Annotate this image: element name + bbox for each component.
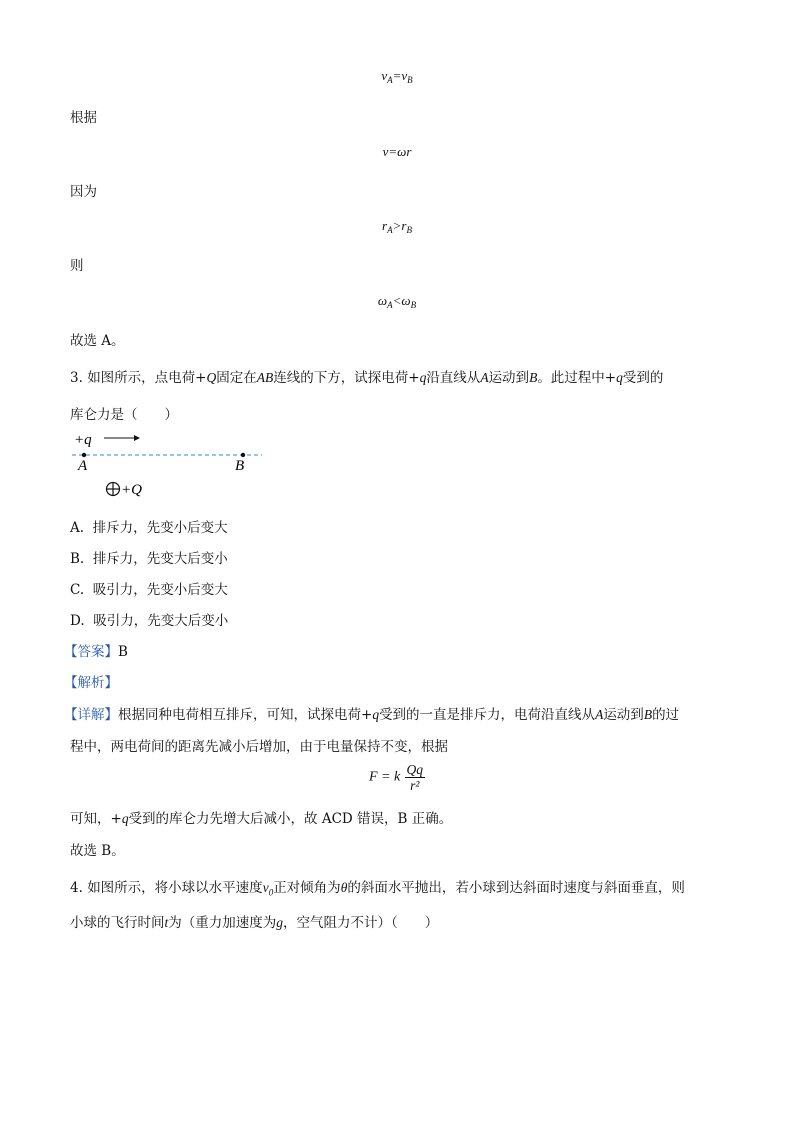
answer-value: B [118,644,128,660]
eq-symbol: ω [401,293,411,308]
conclusion-line [70,807,452,827]
label-A: A [78,458,88,474]
detail-line-2: 程中，两电荷间的距离先减小后增加，由于电量保持不变，根据 [70,739,448,755]
question-text: 为（重力加速度为 [168,915,277,931]
eq-symbol: r [401,218,407,233]
label-plus-Q: +Q [121,482,142,498]
label-plus-q: +q [74,432,92,448]
option-d[interactable] [70,609,228,629]
question-number: 4. [70,880,83,896]
eq-subscript: A [387,75,393,85]
point-A [82,453,86,457]
equation-ra-rb [0,218,794,235]
option-a[interactable] [70,516,228,536]
eq-subscript: A [387,225,393,235]
option-key: D. [70,613,85,629]
question-4-line-1 [70,876,685,898]
symbol-B: B [529,370,538,385]
detail-text: 运动到 [603,707,644,723]
eq-symbol: ω [377,293,388,308]
symbol-g: g [276,915,284,930]
symbol-q: q [372,707,380,722]
question-text: ，空气阻力不计）（ ） [283,915,439,931]
question-text: 小球的飞行时间 [70,915,165,931]
question-number: 3. [70,370,83,386]
eq-operator: < [392,293,402,308]
analysis-heading: 【解析】 [64,675,118,691]
question-text: 运动到 [488,370,530,386]
text-yinwei: 因为 [70,184,97,200]
detail-heading: 【详解】 [64,707,118,723]
option-text: 吸引力，先变小后变大 [92,582,228,598]
question-text: 如图所示，点电荷+ [87,370,207,386]
analysis-label [64,671,118,691]
symbol-theta: θ [340,880,348,895]
eq-subscript: A [387,300,393,310]
eq-subscript: B [406,225,412,235]
option-text: 吸引力，先变大后变小 [93,613,229,629]
question-4-line-2 [70,911,438,931]
option-key: A. [70,520,85,536]
text-final-answer-b: 故选 B。 [70,843,125,859]
symbol-t: t [164,915,169,930]
option-text: 排斥力，先变小后变大 [92,520,228,536]
velocity-arrow-head [134,435,140,441]
question-text: 正对倾角为 [273,880,341,896]
equation-va-vb [0,68,794,85]
symbol-B: B [643,707,653,722]
question-text: 的斜面水平抛出，若小球到达斜面时速度与斜面垂直，则 [347,880,685,896]
question-text: 连线的下方，试探电荷+ [273,370,420,386]
label-B: B [235,458,245,474]
coulomb-formula [0,762,794,793]
symbol-q: q [616,370,623,385]
detail-text: 的过 [652,707,680,723]
equation-v-omega-r: v=ωr [382,144,412,159]
formula-lhs: F = k [368,769,401,785]
detail-text: 根据同种电荷相互排斥，可知，试探电荷+ [118,707,373,723]
symbol-Q: Q [206,370,217,385]
eq-symbol: v [401,68,408,83]
text-final-answer-a: 故选 A。 [70,333,125,349]
symbol-subscript: 0 [268,887,274,898]
conclusion-text: 受到的库仑力先增大后减小，故 ACD 错误，B 正确。 [128,811,453,827]
question-3-line-1 [70,366,663,386]
symbol-q: q [121,811,129,826]
eq-operator: = [392,68,402,83]
question-text: 如图所示，将小球以水平速度 [87,880,263,896]
detail-line-1 [64,703,679,723]
question-text: 。此过程中+ [537,370,617,386]
question-text: 受到的 [622,370,664,386]
answer-label: 【答案】 [64,644,118,660]
eq-symbol: v [381,68,388,83]
detail-text: 受到的一直是排斥力，电荷沿直线从 [379,707,596,723]
symbol-A: A [480,370,489,385]
formula-numerator: Qq [406,762,423,777]
eq-operator: > [392,218,402,233]
symbol-v: v [262,880,269,895]
eq-subscript: B [407,75,413,85]
question-text: 固定在 [216,370,257,386]
option-text: 排斥力，先变大后变小 [92,551,228,567]
formula-fraction [405,762,426,793]
option-key: B. [70,551,85,567]
answer-line [64,640,128,660]
formula-denominator: r² [410,778,420,793]
symbol-A: A [595,707,604,722]
charge-diagram [66,428,266,503]
eq-subscript: B [410,300,417,310]
option-key: C. [70,582,85,598]
equation-omega-a-omega-b [0,293,794,310]
symbol-AB: AB [256,370,274,385]
conclusion-text: 可知，+ [70,811,122,827]
text-genju: 根据 [70,110,97,126]
eq-symbol: r [382,218,388,233]
question-text: 沿直线从 [426,370,481,386]
option-b[interactable] [70,547,228,567]
symbol-q: q [419,370,427,385]
point-B [241,453,245,457]
question-3-line-2: 库仑力是（ ） [70,407,178,423]
option-c[interactable] [70,578,228,598]
text-ze: 则 [70,258,84,274]
